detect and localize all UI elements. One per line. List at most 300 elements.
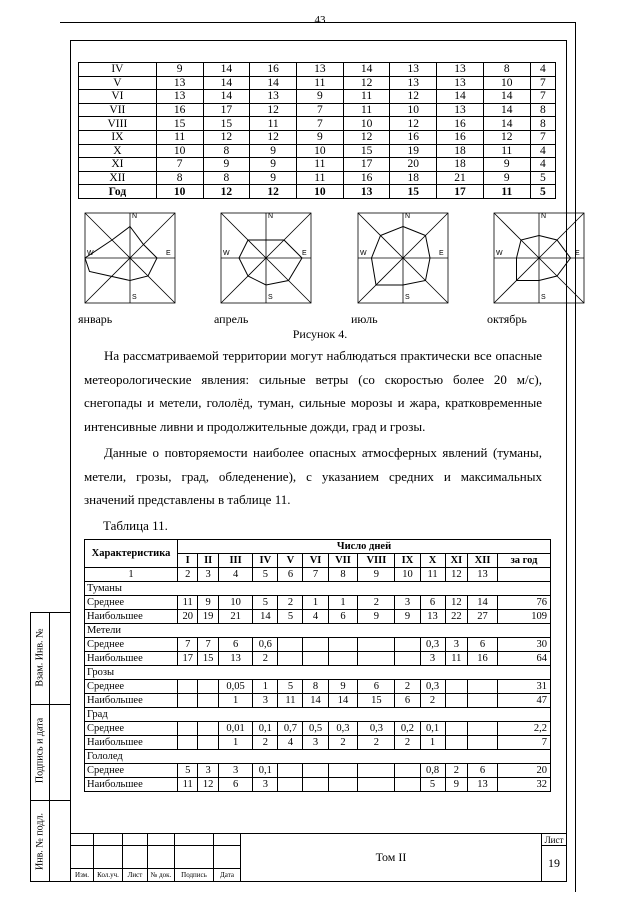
year-cell: 32 xyxy=(498,778,551,792)
table-cell: 20 xyxy=(390,158,437,172)
table-cell: 2 xyxy=(328,736,358,750)
table-row xyxy=(85,764,551,778)
table-cell: 10 xyxy=(483,76,530,90)
rose-month-label: октябрь xyxy=(487,312,527,326)
table-cell: 1 xyxy=(420,736,445,750)
year-cell: 7 xyxy=(498,736,551,750)
table-cell xyxy=(303,764,328,778)
table-cell: 14 xyxy=(250,76,297,90)
table-label: Таблица 11. xyxy=(103,518,168,533)
table-cell: 10 xyxy=(390,103,437,117)
table-cell: 14 xyxy=(203,90,250,104)
paragraph-table-ref: Данные о повторяемости наиболее опасных атмосферных явлений (туманы, метели, грозы, град, обледенение), с указанием средних и максимальных значений представлены в таблице 11. xyxy=(84,445,542,507)
column-number xyxy=(498,568,551,582)
table-cell: 12 xyxy=(198,778,218,792)
table-cell: 0,3 xyxy=(328,722,358,736)
header-month: III xyxy=(218,554,252,568)
table-cell: 3 xyxy=(445,638,468,652)
header-month: IV xyxy=(253,554,278,568)
rose-label-e: E xyxy=(575,250,580,257)
table-cell: 5 xyxy=(253,596,278,610)
table-cell xyxy=(445,736,468,750)
table-cell: 15 xyxy=(358,694,395,708)
table-cell: 4 xyxy=(530,144,555,158)
header-characteristic: Характеристика xyxy=(85,540,178,568)
table-cell: 8 xyxy=(203,171,250,185)
column-number: 4 xyxy=(218,568,252,582)
table-cell: 14 xyxy=(483,90,530,104)
table-cell: 4 xyxy=(530,158,555,172)
column-number: 12 xyxy=(445,568,468,582)
table-cell: 1 xyxy=(218,694,252,708)
table-header-row xyxy=(85,540,551,554)
table-row xyxy=(85,680,551,694)
column-number: 13 xyxy=(468,568,498,582)
table-cell: 16 xyxy=(437,117,484,131)
row-label: Наибольшее xyxy=(85,778,178,792)
table-cell: 7 xyxy=(296,117,343,131)
rose-label-s: S xyxy=(132,294,137,301)
table-cell: 0,1 xyxy=(253,764,278,778)
table-cell xyxy=(328,778,358,792)
table-row xyxy=(79,158,556,172)
column-number: 9 xyxy=(358,568,395,582)
table-cell: 13 xyxy=(390,76,437,90)
stamp-col-sheet: Лист xyxy=(123,868,148,881)
table-cell: 0,05 xyxy=(218,680,252,694)
side-label-replace: Взам. Инв. № xyxy=(34,628,46,687)
row-label: Среднее xyxy=(85,722,178,736)
table-cell xyxy=(178,694,198,708)
table-row xyxy=(85,736,551,750)
table-cell: 11 xyxy=(296,76,343,90)
table-row xyxy=(85,652,551,666)
table-cell: 1 xyxy=(218,736,252,750)
header-month: XII xyxy=(468,554,498,568)
table-cell xyxy=(198,736,218,750)
table-cell xyxy=(328,638,358,652)
header-month: II xyxy=(198,554,218,568)
table-cell: 14 xyxy=(437,90,484,104)
table-cell xyxy=(468,722,498,736)
wind-rose xyxy=(357,212,449,304)
column-number: 3 xyxy=(198,568,218,582)
table-cell: 9 xyxy=(483,171,530,185)
table-cell: 18 xyxy=(437,158,484,172)
table-cell: 11 xyxy=(343,103,390,117)
table-cell: 12 xyxy=(390,117,437,131)
table-cell: 0,6 xyxy=(253,638,278,652)
table-cell: 0,3 xyxy=(420,680,445,694)
table-cell: 12 xyxy=(250,130,297,144)
wind-rose xyxy=(220,212,312,304)
table-cell: 7 xyxy=(178,638,198,652)
table-cell xyxy=(278,638,303,652)
table-cell: 16 xyxy=(390,130,437,144)
table-cell: 20 xyxy=(178,610,198,624)
paragraph-hazards: На рассматриваемой территории могут наблюдаться практически все опасные метеорологические явления: сильные ветры (со скоростью более 20 м/с), снегопады и метели, гололёд, туман, сильные морозы и жара, кратковременные интенсивные ливни и продолжительные дожди, град и грозы. xyxy=(84,348,542,434)
table-cell: 9 xyxy=(156,63,203,77)
row-label: Среднее xyxy=(85,596,178,610)
table-cell: 6 xyxy=(420,596,445,610)
table-cell: 15 xyxy=(203,117,250,131)
table-cell: 9 xyxy=(328,680,358,694)
table-cell xyxy=(198,680,218,694)
table-cell: 13 xyxy=(468,778,498,792)
table-cell: 14 xyxy=(483,103,530,117)
table-cell: 14 xyxy=(328,694,358,708)
table-cell: 0,8 xyxy=(420,764,445,778)
table-cell: 7 xyxy=(156,158,203,172)
table-cell: 9 xyxy=(296,130,343,144)
table-cell: 9 xyxy=(198,596,218,610)
table-cell: 1 xyxy=(328,596,358,610)
table-cell: 3 xyxy=(395,596,420,610)
year-cell: 76 xyxy=(498,596,551,610)
table-cell: 7 xyxy=(296,103,343,117)
side-label-inventory: Инв. № подл. xyxy=(34,813,46,870)
year-cell: 30 xyxy=(498,638,551,652)
table-cell: 17 xyxy=(178,652,198,666)
table-cell: 3 xyxy=(253,778,278,792)
table-cell: 13 xyxy=(437,63,484,77)
table-cell xyxy=(278,764,303,778)
rose-label-n: N xyxy=(541,213,547,220)
table-row xyxy=(79,117,556,131)
table-cell: 10 xyxy=(343,117,390,131)
rose-label-s: S xyxy=(268,294,273,301)
table-cell: 8 xyxy=(530,117,555,131)
table-cell: XII xyxy=(79,171,157,185)
rose-label-s: S xyxy=(541,294,546,301)
table-cell: X xyxy=(79,144,157,158)
hazard-table xyxy=(84,539,551,792)
table-row xyxy=(79,185,556,199)
table-cell xyxy=(395,778,420,792)
stamp-col-change: Изм. xyxy=(71,868,94,881)
table-cell: 0,1 xyxy=(420,722,445,736)
table-cell: 13 xyxy=(437,103,484,117)
table-cell: 8 xyxy=(156,171,203,185)
table-group-row xyxy=(85,582,551,596)
rose-label-n: N xyxy=(405,213,411,220)
table-cell: 13 xyxy=(250,90,297,104)
group-name: Туманы xyxy=(85,582,551,596)
table-cell: 11 xyxy=(445,652,468,666)
table-cell: 12 xyxy=(250,185,297,199)
rose-month-label: апрель xyxy=(214,312,249,326)
right-border xyxy=(575,22,576,892)
rose-month-label: январь xyxy=(78,312,113,326)
table-cell: 11 xyxy=(278,694,303,708)
column-number: 10 xyxy=(395,568,420,582)
table-cell xyxy=(198,722,218,736)
table-cell: 5 xyxy=(178,764,198,778)
table-cell: 3 xyxy=(253,694,278,708)
side-label-signature: Подпись и дата xyxy=(34,717,46,784)
table-cell: 0,3 xyxy=(358,722,395,736)
table-cell: 13 xyxy=(437,76,484,90)
year-cell: 109 xyxy=(498,610,551,624)
table-cell: 14 xyxy=(203,63,250,77)
table-cell: 14 xyxy=(343,63,390,77)
year-cell: 20 xyxy=(498,764,551,778)
table-cell: 16 xyxy=(468,652,498,666)
table-cell: 6 xyxy=(468,638,498,652)
table-cell: 12 xyxy=(343,76,390,90)
table-row xyxy=(79,130,556,144)
table-cell: 3 xyxy=(218,764,252,778)
rose-label-s: S xyxy=(405,294,410,301)
stamp-col-doc: № док. xyxy=(148,868,175,881)
rose-month-label: июль xyxy=(351,312,378,326)
table-cell: 3 xyxy=(303,736,328,750)
table-cell: 11 xyxy=(250,117,297,131)
column-number: 5 xyxy=(253,568,278,582)
table-cell xyxy=(358,638,395,652)
table-cell xyxy=(278,778,303,792)
rose-label-n: N xyxy=(132,213,138,220)
table-cell: 13 xyxy=(420,610,445,624)
table-cell: 12 xyxy=(203,185,250,199)
table-cell xyxy=(178,680,198,694)
table-cell: V xyxy=(79,76,157,90)
year-cell: 2,2 xyxy=(498,722,551,736)
figure-caption: Рисунок 4. xyxy=(292,327,348,341)
table-cell: 17 xyxy=(437,185,484,199)
table-cell: 12 xyxy=(203,130,250,144)
table-cell xyxy=(358,764,395,778)
rose-label-e: E xyxy=(166,250,171,257)
header-month: IX xyxy=(395,554,420,568)
table-cell: 4 xyxy=(303,610,328,624)
table-cell: VII xyxy=(79,103,157,117)
table-cell: 9 xyxy=(203,158,250,172)
column-number: 11 xyxy=(420,568,445,582)
table-cell: 9 xyxy=(250,171,297,185)
table-cell: 15 xyxy=(343,144,390,158)
table-cell: 4 xyxy=(530,63,555,77)
table-cell: 12 xyxy=(343,130,390,144)
table-row xyxy=(85,722,551,736)
row-label: Наибольшее xyxy=(85,736,178,750)
table-cell: 12 xyxy=(390,90,437,104)
table-cell: 7 xyxy=(198,638,218,652)
table-cell: 16 xyxy=(250,63,297,77)
table-cell: 6 xyxy=(218,778,252,792)
table-cell: 4 xyxy=(278,736,303,750)
table-cell: 14 xyxy=(483,117,530,131)
table-cell: 18 xyxy=(390,171,437,185)
table-cell: 9 xyxy=(250,158,297,172)
column-number: 7 xyxy=(303,568,328,582)
table-cell xyxy=(445,694,468,708)
rose-polygon xyxy=(85,227,157,281)
table-cell xyxy=(303,638,328,652)
table-cell: 0,3 xyxy=(420,638,445,652)
table-cell: VIII xyxy=(79,117,157,131)
table-cell: Год xyxy=(79,185,157,199)
header-month: VIII xyxy=(358,554,395,568)
table-row xyxy=(85,778,551,792)
table-cell xyxy=(445,722,468,736)
table-cell xyxy=(468,680,498,694)
table-cell: 15 xyxy=(198,652,218,666)
page-number: 43 xyxy=(314,14,326,26)
table-cell: VI xyxy=(79,90,157,104)
table-cell: 10 xyxy=(218,596,252,610)
table-cell: 16 xyxy=(343,171,390,185)
table-cell: 2 xyxy=(358,596,395,610)
table-cell: 8 xyxy=(203,144,250,158)
table-cell: 11 xyxy=(483,144,530,158)
table-cell: 0,01 xyxy=(218,722,252,736)
table-cell: 2 xyxy=(445,764,468,778)
table-row xyxy=(79,103,556,117)
wind-rose xyxy=(493,212,585,304)
table-cell: 11 xyxy=(296,171,343,185)
wind-table xyxy=(78,62,556,199)
table-cell: 10 xyxy=(296,185,343,199)
rose-label-e: E xyxy=(302,250,307,257)
table-cell: 3 xyxy=(420,652,445,666)
row-label: Наибольшее xyxy=(85,652,178,666)
table-cell: 13 xyxy=(218,652,252,666)
table-cell: 5 xyxy=(278,610,303,624)
table-cell: 11 xyxy=(156,130,203,144)
row-label: Среднее xyxy=(85,680,178,694)
table-cell xyxy=(468,694,498,708)
table-cell: 18 xyxy=(437,144,484,158)
table-cell xyxy=(278,652,303,666)
table-cell: 19 xyxy=(390,144,437,158)
column-number: 8 xyxy=(328,568,358,582)
table-cell: 7 xyxy=(530,76,555,90)
table-cell: 7 xyxy=(530,90,555,104)
column-number: 1 xyxy=(85,568,178,582)
table-cell: 16 xyxy=(437,130,484,144)
table-cell: 7 xyxy=(530,130,555,144)
table-cell: 10 xyxy=(156,144,203,158)
table-cell: 0,5 xyxy=(303,722,328,736)
year-cell: 31 xyxy=(498,680,551,694)
table-cell: XI xyxy=(79,158,157,172)
table-cell: 15 xyxy=(390,185,437,199)
table-cell: 17 xyxy=(203,103,250,117)
column-number: 2 xyxy=(178,568,198,582)
stamp-col-signature: Подпись xyxy=(175,868,214,881)
rose-label-n: N xyxy=(268,213,274,220)
table-cell: 2 xyxy=(253,736,278,750)
table-cell: IV xyxy=(79,63,157,77)
rose-label-w: W xyxy=(496,250,503,257)
table-cell: 1 xyxy=(303,596,328,610)
table-cell: 2 xyxy=(358,736,395,750)
rose-label-w: W xyxy=(223,250,230,257)
table-cell: 5 xyxy=(530,185,555,199)
table-cell: 6 xyxy=(358,680,395,694)
column-number: 6 xyxy=(278,568,303,582)
table-cell: 11 xyxy=(343,90,390,104)
table-cell: 21 xyxy=(218,610,252,624)
sheet-number: 19 xyxy=(542,846,567,882)
top-border xyxy=(60,22,575,23)
stamp-col-count: Кол.уч. xyxy=(94,868,123,881)
table-cell: 14 xyxy=(468,596,498,610)
table-cell: 13 xyxy=(343,185,390,199)
table-cell: 11 xyxy=(483,185,530,199)
table-cell: 13 xyxy=(390,63,437,77)
table-row xyxy=(79,90,556,104)
table-cell xyxy=(395,638,420,652)
table-cell: 6 xyxy=(468,764,498,778)
table-group-row xyxy=(85,750,551,764)
table-cell: 9 xyxy=(296,90,343,104)
table-cell: 10 xyxy=(156,185,203,199)
table-cell: 12 xyxy=(250,103,297,117)
table-group-row xyxy=(85,708,551,722)
table-cell xyxy=(358,778,395,792)
header-month: X xyxy=(420,554,445,568)
table-cell xyxy=(395,652,420,666)
table-cell: 9 xyxy=(250,144,297,158)
group-name: Град xyxy=(85,708,551,722)
table-cell: 2 xyxy=(278,596,303,610)
table-cell: 16 xyxy=(156,103,203,117)
sheet-label: Лист xyxy=(542,834,567,846)
table-cell xyxy=(303,778,328,792)
stamp-col-date: Дата xyxy=(214,868,241,881)
table-cell: 0,7 xyxy=(278,722,303,736)
table-cell: 12 xyxy=(483,130,530,144)
table-cell: 2 xyxy=(395,680,420,694)
table-cell: 9 xyxy=(395,610,420,624)
table-cell xyxy=(198,694,218,708)
rose-label-e: E xyxy=(439,250,444,257)
table-cell: 6 xyxy=(328,610,358,624)
table-cell: 15 xyxy=(156,117,203,131)
table-cell: 21 xyxy=(437,171,484,185)
table-cell: 5 xyxy=(420,778,445,792)
table-cell: 22 xyxy=(445,610,468,624)
table-number-row xyxy=(85,568,551,582)
header-month: V xyxy=(278,554,303,568)
table-cell: 14 xyxy=(203,76,250,90)
document-title: Том II xyxy=(241,834,542,882)
table-cell: 11 xyxy=(296,158,343,172)
table-cell: 8 xyxy=(530,103,555,117)
table-cell: 2 xyxy=(253,652,278,666)
table-cell xyxy=(328,764,358,778)
table-cell: 8 xyxy=(483,63,530,77)
table-cell xyxy=(468,736,498,750)
table-cell xyxy=(178,736,198,750)
table-cell: 2 xyxy=(395,736,420,750)
group-name: Метели xyxy=(85,624,551,638)
table-cell: 8 xyxy=(303,680,328,694)
table-cell: 9 xyxy=(483,158,530,172)
table-cell xyxy=(328,652,358,666)
year-cell: 64 xyxy=(498,652,551,666)
table-row xyxy=(85,638,551,652)
table-cell: 0,1 xyxy=(253,722,278,736)
header-year: за год xyxy=(498,554,551,568)
table-row xyxy=(85,596,551,610)
table-row xyxy=(79,76,556,90)
table-cell: 12 xyxy=(445,596,468,610)
table-row xyxy=(85,610,551,624)
table-row xyxy=(85,694,551,708)
